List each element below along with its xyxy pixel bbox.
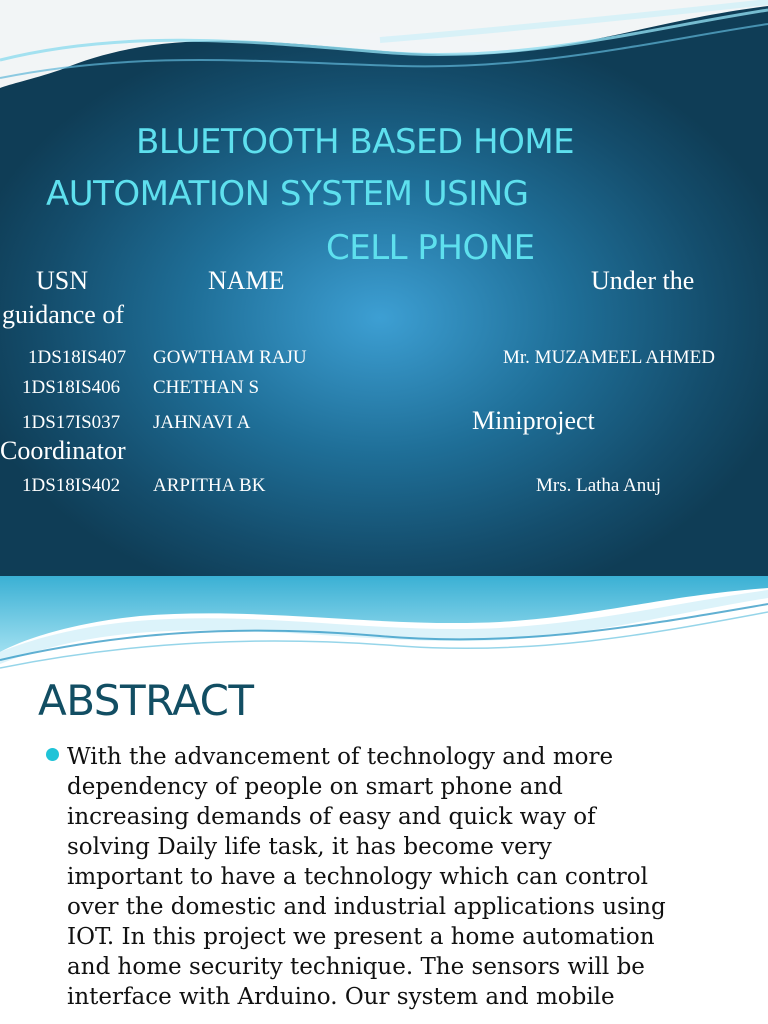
abstract-line: IOT. In this project we present a home automation [67, 924, 655, 950]
guidance-label-line2: guidance of [2, 300, 125, 329]
student-usn: 1DS18IS407 [28, 347, 127, 368]
student-name: JAHNAVI A [153, 412, 251, 433]
student-usn: 1DS18IS406 [22, 377, 121, 398]
abstract-line: interface with Arduino. Our system and mobile [67, 984, 615, 1010]
coordinator-label-line1: Miniproject [472, 406, 595, 435]
student-name: CHETHAN S [153, 377, 260, 398]
guide-name: Mr. MUZAMEEL AHMED [503, 347, 715, 368]
coordinator-label-line2: Coordinator [0, 436, 126, 465]
abstract-line: With the advancement of technology and more [67, 744, 614, 770]
abstract-line: increasing demands of easy and quick way of [67, 804, 596, 830]
title-line: AUTOMATION SYSTEM USING [46, 174, 529, 214]
usn-column-header: USN [36, 266, 89, 295]
bullet-icon [46, 748, 59, 761]
abstract-line: dependency of people on smart phone and [67, 774, 563, 800]
abstract-slide [0, 576, 768, 1024]
student-usn: 1DS17IS037 [22, 412, 121, 433]
guidance-label-line1: Under the [591, 266, 695, 295]
abstract-line: over the domestic and industrial applications using [67, 894, 666, 920]
student-usn: 1DS18IS402 [22, 475, 121, 496]
abstract-line: solving Daily life task, it has become very [67, 834, 552, 860]
title-line: BLUETOOTH BASED HOME [136, 122, 575, 162]
student-name: ARPITHA BK [153, 475, 266, 496]
abstract-line: important to have a technology which can control [67, 864, 648, 890]
name-column-header: NAME [208, 266, 285, 295]
student-name: GOWTHAM RAJU [153, 347, 307, 368]
abstract-heading: ABSTRACT [38, 676, 254, 725]
abstract-line: and home security technique. The sensors will be [67, 954, 645, 980]
coordinator-name: Mrs. Latha Anuj [536, 475, 662, 496]
abstract-bullet-text [67, 742, 747, 1012]
title-line: CELL PHONE [326, 228, 535, 268]
